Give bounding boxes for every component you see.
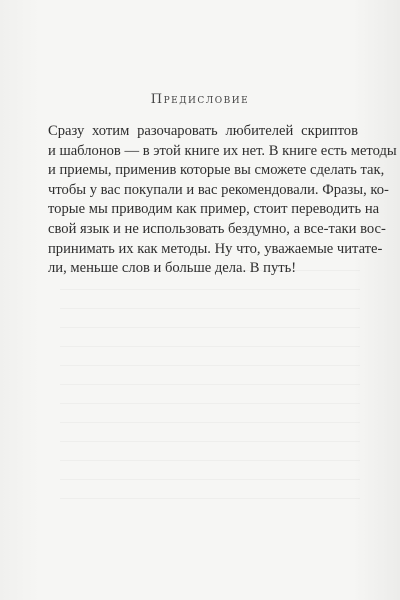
preface-paragraph (48, 122, 397, 279)
page-heading: Предисловие (150, 92, 250, 107)
paragraph-line: свой язык и не использовать бездумно, а все-таки вос- (48, 220, 386, 237)
paragraph-line: чтобы у вас покупали и вас рекомендовали. Фразы, ко- (48, 181, 389, 198)
paragraph-line: принимать их как методы. Ну что, уважаемые читате- (48, 240, 383, 257)
paragraph-line: Сразу хотим разочаровать любителей скриптов (48, 123, 358, 139)
paragraph-line: и приемы, применив которые вы сможете сделать так, (48, 162, 385, 179)
paragraph-line: и шаблонов — в этой книге их нет. В книге есть методы (48, 142, 397, 159)
page-show-through (60, 270, 360, 510)
paragraph-line: ли, меньше слов и больше дела. В путь! (48, 260, 297, 277)
paragraph-line: торые мы приводим как пример, стоит переводить на (48, 201, 380, 218)
